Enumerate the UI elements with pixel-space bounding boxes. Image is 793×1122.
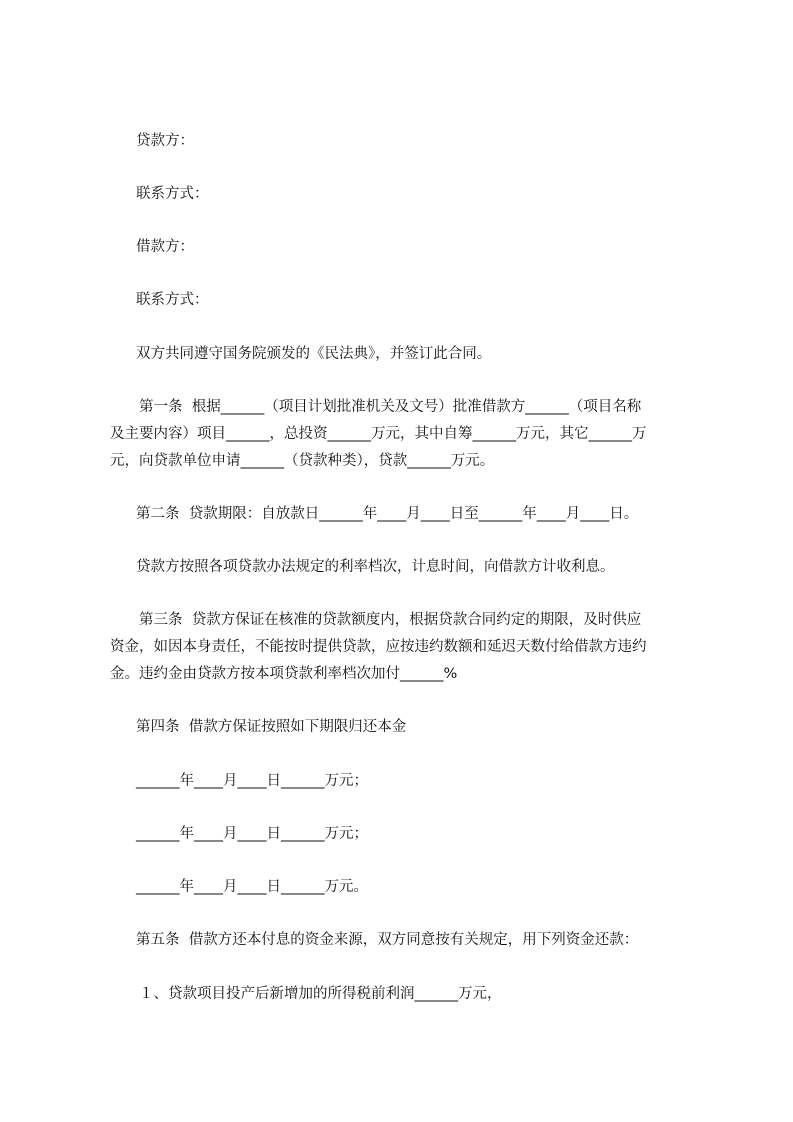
article-1-line-2: 及主要内容）项目______，总投资______万元，其中自筹______万元，其它______万 [110, 426, 647, 442]
repayment-line: ______年____月____日______万元。 [136, 879, 368, 895]
repayment-line: ______年____月____日______万元； [136, 826, 368, 842]
article-5: 第五条 借款方还本付息的资金来源，双方同意按有关规定，用下列资金还款： [136, 932, 639, 948]
interest-note: 贷款方按照各项贷款办法规定的利率档次，计息时间，向借款方计收利息。 [136, 559, 615, 575]
article-3-line-2: 资金，如因本身责任，不能按时提供贷款，应按违约数额和延迟天数付给借款方违约 [110, 639, 647, 655]
borrower-label: 借款方： [136, 239, 194, 255]
lender-contact-label: 联系方式： [136, 186, 209, 202]
article-4: 第四条 借款方保证按照如下期限归还本金 [136, 719, 407, 735]
article-3-line-1: 第三条 贷款方保证在核准的贷款额度内，根据贷款合同约定的期限，及时供应 [139, 612, 642, 628]
article-1-line-1: 第一条 根据______（项目计划批准机关及文号）批准借款方______（项目名称 [139, 399, 642, 415]
repayment-line: ______年____月____日______万元； [136, 773, 368, 789]
lender-label: 贷款方： [136, 133, 194, 149]
preamble: 双方共同遵守国务院颁发的《民法典》，并签订此合同。 [136, 346, 492, 362]
borrower-contact-label: 联系方式： [136, 292, 209, 308]
article-2: 第二条 贷款期限：自放款日______年____月____日至______年____月____日。 [136, 506, 639, 522]
funding-item-1: １、贷款项目投产后新增加的所得税前利润______万元， [139, 986, 502, 1002]
article-3-line-3: 金。违约金由贷款方按本项贷款利率档次加付______% [110, 666, 458, 682]
article-1-line-3: 元，向贷款单位申请______（贷款种类），贷款______万元。 [110, 453, 495, 469]
